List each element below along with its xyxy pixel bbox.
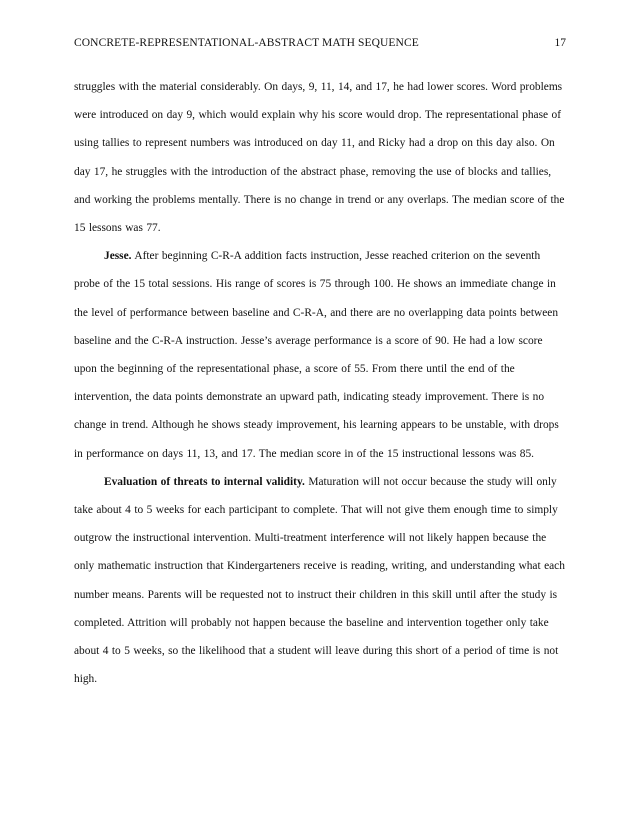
section-heading-internal-validity: Evaluation of threats to internal validity. — [104, 475, 305, 488]
body-text — [74, 73, 566, 693]
section-heading-jesse: Jesse. — [104, 250, 132, 263]
paragraph-jesse — [74, 242, 566, 468]
paragraph-ricky-continued — [74, 73, 566, 242]
running-head: CONCRETE-REPRESENTATIONAL-ABSTRACT MATH SEQUENCE — [74, 37, 419, 49]
paragraph-text: After beginning C-R-A addition facts instruction, Jesse reached criterion on the seventh probe of the 15 total sessions. His range of scores is 75 through 100. He shows an immediate change in the level of performance between baseline and C-R-A, and there are no overlapping data points between baseline and the C-R-A instruction. Jesse’s average performance is a score of 90. He had a low score upon the beginning of the representational phase, a score of 55. From there until the end of the intervention, the data points demonstrate an upward path, indicating steady improvement. There is no change in trend. Although he shows steady improvement, his learning appears to be unstable, with drops in performance on days 11, 13, and 17. The median score in of the 15 instructional lessons was 85. — [74, 250, 559, 460]
paragraph-internal-validity — [74, 468, 566, 694]
paragraph-text: Maturation will not occur because the study will only take about 4 to 5 weeks for each participant to complete. That will not give them enough time to simply outgrow the instructional intervention. Multi-treatment interference will not likely happen because the only mathematic instruction that Kindergarteners receive is reading, writing, and understanding what each number means. Parents will be requested not to instruct their children in this skill until after the study is completed. Attrition will probably not happen because the baseline and intervention together only take about 4 to 5 weeks, so the likelihood that a student will leave during this short of a period of time is not high. — [74, 475, 565, 686]
page-number: 17 — [554, 37, 566, 49]
paragraph-text: struggles with the material considerably. On days, 9, 11, 14, and 17, he had lower scores. Word problems were introduced on day 9, which would explain why his score would drop. The representational phase of using tallies to represent numbers was introduced on day 11, and Ricky had a drop on this day also. On day 17, he struggles with the introduction of the abstract phase, removing the use of blocks and tallies, and working the problems mentally. There is no change in trend or any overlaps. The median score of the 15 lessons was 77. — [74, 81, 565, 235]
page-header — [74, 37, 566, 55]
